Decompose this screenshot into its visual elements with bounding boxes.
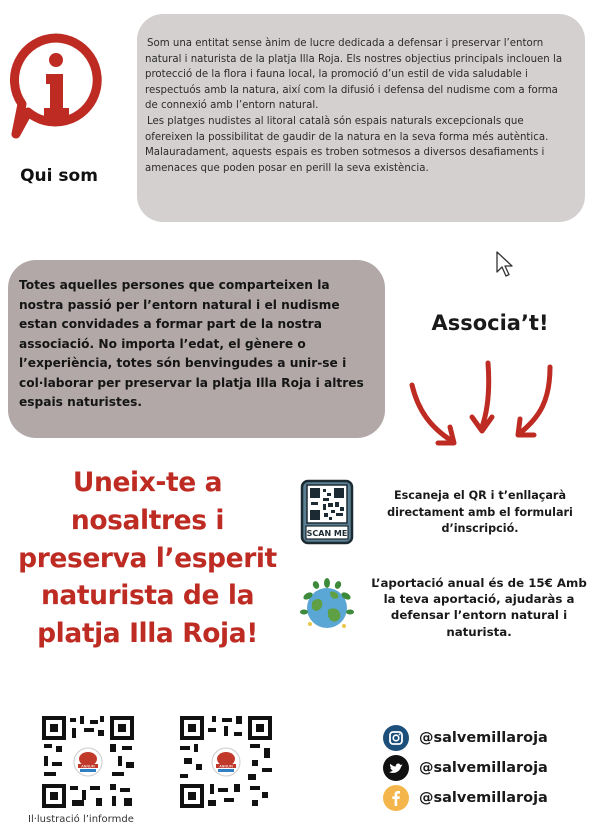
slogan-line: platja Illa Roja! (37, 618, 258, 650)
slogan-line: Uneix-te a (72, 467, 223, 498)
scan-instructions: Escaneja el QR i t’enllaçarà directament amb el formulari d’inscripció. (387, 489, 573, 535)
slogan (10, 464, 285, 653)
three-red-arrows-icon (400, 355, 570, 455)
intro-box (137, 14, 585, 222)
slogan-line: nosaltres i (70, 504, 225, 536)
social-handle: @salvemillaroja (419, 760, 548, 776)
qr-logo-text: ANNUM (219, 764, 233, 769)
social-handle: @salvemillaroja (419, 790, 548, 806)
intro-paragraph: Les platges nudistes al litoral català són espais naturals excepcionals que ofereixen la possibilitat de gaudir de la natura en la seva forma més autèntica. Malauradament, aquests espais es troben sotmesos a diversos desafiaments i amenaces que poden posar en perill la seva existència. (145, 115, 549, 174)
twitter-icon (383, 755, 409, 781)
qr-code[interactable] (178, 714, 274, 810)
intro-paragraph: Som una entitat sense ànim de lucre dedicada a defensar i preservar l’entorn natural i naturista de la platja Illa Roja. Els nostres objectius principals inclouen la protecció de la flora i fauna local, la promoció d’un estil de vida saludable i respectuós amb la natura, així com la difusió i defensa del nudisme com a forma de connexió amb l’entorn natural. (145, 38, 563, 112)
info-speech-bubble-icon (6, 30, 106, 150)
qr-logo-text: ANNUM (81, 764, 95, 769)
qr-caption: Il·lustració l’informde (28, 814, 134, 825)
slogan-line: preserva l’esperit (18, 542, 277, 574)
social-facebook[interactable] (383, 784, 548, 812)
section-title: Qui som (20, 166, 98, 186)
fee-text: L’aportació anual és de 15€ Amb la teva aportació, ajudaràs a defensar l’entorn natural i naturista. (371, 576, 587, 639)
facebook-icon (383, 785, 409, 811)
instagram-icon (383, 725, 409, 751)
social-twitter[interactable] (383, 754, 548, 782)
social-instagram[interactable] (383, 724, 548, 752)
invite-box: Totes aquelles persones que comparteixen la nostra passió per l’entorn natural i el nudisme estan convidades a formar part de la nostra associació. No importa l’edat, el gènere o l’experiència, totes són benvingudes a unir-se i col·laborar per preservar la platja Illa Roja i altres espais naturistes. (8, 260, 385, 438)
social-handle: @salvemillaroja (419, 730, 548, 746)
join-heading: Associa’t! (431, 311, 549, 335)
mouse-cursor-icon (495, 250, 517, 278)
earth-plants-icon (298, 576, 356, 634)
qr-code[interactable] (40, 714, 136, 810)
scan-me-label: SCAN ME (306, 529, 348, 538)
scan-me-qr-icon (300, 479, 354, 545)
slogan-line: naturista de la (40, 580, 255, 612)
